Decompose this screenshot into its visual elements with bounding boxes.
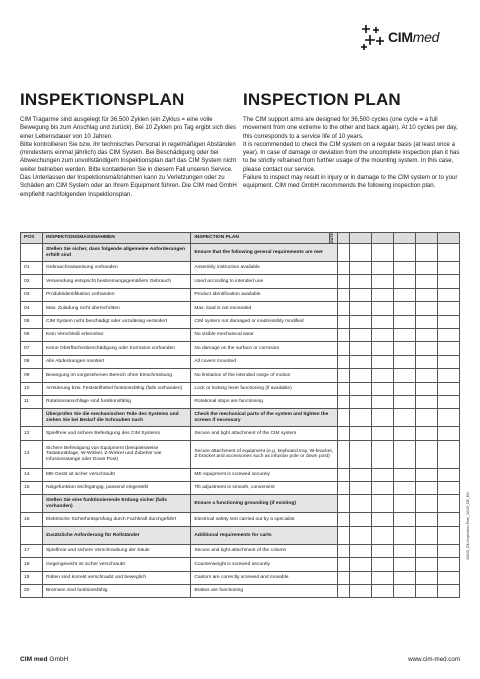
table-row: [21, 369, 460, 382]
inspection-check-cell[interactable]: [437, 440, 459, 468]
table-row: [21, 262, 460, 275]
inspection-check-cell: [371, 526, 393, 544]
inspection-check-cell[interactable]: [337, 302, 349, 315]
inspection-check-cell[interactable]: [437, 315, 459, 328]
inspection-check-cell[interactable]: [371, 275, 393, 288]
inspection-table-container: [20, 232, 460, 598]
inspection-check-cell[interactable]: [437, 482, 459, 495]
inspection-check-cell[interactable]: [337, 395, 349, 408]
inspection-check-cell[interactable]: [349, 440, 371, 468]
measure-english: Brakes are functioning: [191, 585, 337, 598]
inspection-check-cell[interactable]: [371, 315, 393, 328]
table-row: [21, 328, 460, 341]
inspection-check-cell[interactable]: [337, 369, 349, 382]
inspection-check-cell[interactable]: [337, 427, 349, 440]
inspection-check-cell[interactable]: [349, 482, 371, 495]
inspection-check-cell: [349, 495, 371, 513]
measure-german: Bremsen sind funktionsfähig: [43, 585, 191, 598]
header-pos: POS: [21, 233, 43, 244]
measure-german: Arretierung bzw. Feststellhebel funktionsfähig (falls vorhanden): [43, 382, 191, 395]
inspection-check-cell[interactable]: [415, 571, 437, 584]
inspection-check-cell[interactable]: [371, 395, 393, 408]
section-header-row: [21, 526, 460, 544]
table-row: [21, 288, 460, 301]
inspection-check-cell: [415, 495, 437, 513]
measure-english: All covers mounted: [191, 355, 337, 368]
inspection-check-cell[interactable]: [349, 513, 371, 526]
measure-english: Assembly instruction available: [191, 262, 337, 275]
section-pos-cell: [21, 244, 43, 262]
table-row: [21, 440, 460, 468]
inspection-check-cell[interactable]: [393, 544, 415, 557]
measure-english: CIM system not damaged or inadmissibly modified: [191, 315, 337, 328]
inspection-check-cell: [393, 495, 415, 513]
inspection-check-cell[interactable]: [393, 571, 415, 584]
table-row: [21, 355, 460, 368]
inspection-check-cell[interactable]: [337, 355, 349, 368]
inspection-check-cell[interactable]: [349, 369, 371, 382]
inspection-check-cell[interactable]: [415, 262, 437, 275]
inspection-check-cell[interactable]: [371, 302, 393, 315]
cross-pattern-icon: [360, 22, 386, 52]
section-title-german: Zusätzliche Anforderung für Rollständer: [43, 526, 191, 544]
row-position: 01: [21, 262, 43, 275]
inspection-check-cell[interactable]: [349, 382, 371, 395]
measure-english: Used according to intended use: [191, 275, 337, 288]
inspection-check-cell[interactable]: [337, 382, 349, 395]
measure-english: Max. load is not exceeded: [191, 302, 337, 315]
row-position: 08: [21, 355, 43, 368]
row-position: 06: [21, 328, 43, 341]
section-header-row: [21, 495, 460, 513]
inspection-check-cell[interactable]: [349, 342, 371, 355]
logo-suffix: med: [412, 29, 440, 45]
inspection-check-cell[interactable]: [393, 302, 415, 315]
inspection-check-cell[interactable]: [337, 342, 349, 355]
inspection-check-cell[interactable]: [371, 382, 393, 395]
measure-german: ME-Gerät ist sicher verschraubt: [43, 468, 191, 481]
inspection-check-cell[interactable]: [415, 302, 437, 315]
check-column-header: [371, 233, 393, 244]
inspection-check-cell: [371, 244, 393, 262]
inspection-check-cell[interactable]: [393, 355, 415, 368]
english-title: INSPECTION PLAN: [243, 90, 401, 109]
inspection-check-cell[interactable]: [437, 558, 459, 571]
inspection-check-cell[interactable]: [437, 513, 459, 526]
inspection-check-cell[interactable]: [349, 355, 371, 368]
inspection-check-cell[interactable]: [337, 482, 349, 495]
measure-german: Alle Abdeckungen montiert: [43, 355, 191, 368]
table-row: [21, 275, 460, 288]
header-german: INSPEKTIONSMASSNAHMEN: [43, 233, 191, 244]
inspection-check-cell[interactable]: [415, 342, 437, 355]
german-title: INSPEKTIONSPLAN: [20, 90, 185, 109]
table-row: [21, 513, 460, 526]
inspection-check-cell[interactable]: [393, 328, 415, 341]
inspection-check-cell: [349, 244, 371, 262]
section-pos-cell: [21, 495, 43, 513]
row-position: 16: [21, 513, 43, 526]
company-logo: [360, 22, 460, 58]
section-title-german: Stellen Sie eine funktionierende Erdung sicher (falls vorhanden): [43, 495, 191, 513]
inspection-check-cell[interactable]: [437, 342, 459, 355]
inspection-check-cell[interactable]: [337, 558, 349, 571]
footer-website: www.cim-med.com: [408, 656, 460, 663]
inspection-check-cell[interactable]: [337, 571, 349, 584]
inspection-check-cell: [437, 409, 459, 427]
logo-brand: CIM: [388, 29, 413, 45]
row-position: 13: [21, 440, 43, 468]
german-intro: [20, 90, 238, 199]
measure-german: Rollen sind korrekt verschraubt und beweglich: [43, 571, 191, 584]
inspection-check-cell[interactable]: [437, 468, 459, 481]
inspection-check-cell[interactable]: [437, 571, 459, 584]
measure-german: Bewegung im vorgesehenen Bereich ohne Einschränkung: [43, 369, 191, 382]
inspection-check-cell[interactable]: [437, 288, 459, 301]
inspection-check-cell[interactable]: [393, 315, 415, 328]
measure-german: Gegengewicht ist sicher verschraubt: [43, 558, 191, 571]
measure-english: Counterweight is screwed securely: [191, 558, 337, 571]
measure-german: Keine Oberflächenbeschädigung oder Korrosion vorhanden: [43, 342, 191, 355]
german-paragraph-2: Bitte kontrollieren Sie bzw. Ihr technisches Personal in regelmäßigen Abständen (mindestens einmal jährlich) das CIM System. Bei Beschädigung oder bei Abweichungen zum unvollständigem Inspektionsplan darf das CIM System nicht weiter betrieben werden. Bitte kontaktieren Sie in diesem Fall unseren Service.: [20, 140, 237, 173]
inspection-check-cell[interactable]: [337, 585, 349, 598]
table-row: [21, 585, 460, 598]
inspection-check-cell: [349, 409, 371, 427]
inspection-check-cell: [337, 244, 349, 262]
inspection-check-cell[interactable]: [371, 262, 393, 275]
footer-brand: CIM med: [20, 656, 48, 663]
check-column-header: [393, 233, 415, 244]
inspection-check-cell[interactable]: [371, 513, 393, 526]
row-position: 12: [21, 427, 43, 440]
footer-suffix: GmbH: [49, 656, 69, 663]
inspection-check-cell: [437, 244, 459, 262]
inspection-check-cell[interactable]: [415, 315, 437, 328]
inspection-check-cell[interactable]: [337, 262, 349, 275]
inspection-check-cell[interactable]: [393, 275, 415, 288]
inspection-check-cell[interactable]: [393, 288, 415, 301]
inspection-check-cell[interactable]: [437, 427, 459, 440]
inspection-check-cell: [337, 526, 349, 544]
inspection-check-cell: [371, 409, 393, 427]
inspection-check-cell[interactable]: [415, 440, 437, 468]
measure-german: Elektrische Sicherheitsprüfung durch Fachkraft durchgeführt: [43, 513, 191, 526]
inspection-check-cell[interactable]: [337, 315, 349, 328]
table-row: [21, 468, 460, 481]
measure-german: Produktidentifikation vorhanden: [43, 288, 191, 301]
section-header-row: [21, 244, 460, 262]
row-position: 05: [21, 315, 43, 328]
table-row: [21, 558, 460, 571]
inspection-check-cell[interactable]: [349, 328, 371, 341]
inspection-check-cell[interactable]: [393, 369, 415, 382]
check-column-header: [415, 233, 437, 244]
section-header-row: [21, 409, 460, 427]
section-title-english: Additional requirements for carts: [191, 526, 337, 544]
inspection-check-cell[interactable]: [415, 585, 437, 598]
measure-english: Electrical safety test carried out by a specialist: [191, 513, 337, 526]
inspection-check-cell[interactable]: [415, 382, 437, 395]
table-row: [21, 571, 460, 584]
row-position: 20: [21, 585, 43, 598]
inspection-check-cell[interactable]: [371, 369, 393, 382]
inspection-check-cell[interactable]: [371, 328, 393, 341]
measure-english: Rotational stops are functioning: [191, 395, 337, 408]
section-title-german: Stellen Sie sicher, dass folgende allgemeine Anforderungen erfüllt sind: [43, 244, 191, 262]
header-english: INSPECTION PLAN: [191, 233, 329, 244]
inspection-check-cell[interactable]: [337, 288, 349, 301]
inspection-check-cell[interactable]: [371, 544, 393, 557]
measure-german: Kein Verschleiß erkennbar: [43, 328, 191, 341]
inspection-check-cell[interactable]: [393, 342, 415, 355]
measure-english: No limitation of the intended range of motion: [191, 369, 337, 382]
section-title-english: Ensure a functioning grounding (if existing): [191, 495, 337, 513]
inspection-check-cell[interactable]: [393, 262, 415, 275]
row-position: 19: [21, 571, 43, 584]
row-position: 07: [21, 342, 43, 355]
inspection-check-cell[interactable]: [371, 585, 393, 598]
inspection-check-cell[interactable]: [437, 544, 459, 557]
row-position: 14: [21, 468, 43, 481]
check-column-header: [337, 233, 349, 244]
row-position: 18: [21, 558, 43, 571]
document-code: 10045_DE-Inspektion-Plan_10/15_DE_EN: [466, 492, 470, 560]
inspection-check-cell[interactable]: [437, 395, 459, 408]
inspection-check-cell: [415, 409, 437, 427]
inspection-check-cell[interactable]: [415, 275, 437, 288]
measure-german: Sichere Befestigung von Equipment (beispielsweise Tastaturablage, W-Winkel, Z-Winkel und Zubehör wie Infusionsstange oder Down Post): [43, 440, 191, 468]
inspection-table: [20, 232, 460, 598]
german-paragraph-3: Das Unterlassen der Inspektionsmaßnahmen kann zu Verletzungen oder zu Schäden am CIM System oder an Ihrem Equipment führen. Die CIM med GmbH empfiehlt nachfolgenden Inspektionsplan.: [20, 174, 237, 198]
inspection-check-cell[interactable]: [349, 275, 371, 288]
measure-german: Spielfreie und sichere Befestigung des CIM Systems: [43, 427, 191, 440]
inspection-check-cell: [337, 409, 349, 427]
inspection-check-cell[interactable]: [415, 355, 437, 368]
inspection-check-cell[interactable]: [415, 288, 437, 301]
inspection-check-cell[interactable]: [349, 468, 371, 481]
row-position: 09: [21, 369, 43, 382]
english-intro: [243, 90, 461, 191]
row-position: 15: [21, 482, 43, 495]
inspection-check-cell[interactable]: [349, 288, 371, 301]
table-row: [21, 544, 460, 557]
measure-english: Tilt adjustment is smooth, convenient: [191, 482, 337, 495]
footer-company: [20, 656, 68, 663]
measure-german: Spielfreie und sichere Verschraubung der Säule: [43, 544, 191, 557]
inspection-check-cell[interactable]: [349, 544, 371, 557]
inspection-check-cell: [393, 409, 415, 427]
row-position: 02: [21, 275, 43, 288]
inspection-check-cell[interactable]: [437, 275, 459, 288]
logo-wordmark: [388, 29, 439, 45]
row-position: 11: [21, 395, 43, 408]
inspection-check-cell[interactable]: [393, 440, 415, 468]
inspection-check-cell[interactable]: [393, 585, 415, 598]
inspection-check-cell[interactable]: [437, 382, 459, 395]
english-paragraph-1: The CIM support arms are designed for 36,500 cycles (one cycle = a full movement from one extreme to the other and back again). At 10 cycles per day, this corresponds to a service life of 10 years.: [243, 116, 458, 140]
english-paragraph-3: Failure to inspect may result in injury or in damage to the CIM system or to your equipment. CIM med GmbH recommends the following inspection plan.: [243, 174, 458, 190]
inspection-check-cell[interactable]: [393, 468, 415, 481]
section-title-german: Überprüfen Sie die mechanischen Teile des Systems und ziehen Sie bei Bedarf die Schrauben nach: [43, 409, 191, 427]
table-row: [21, 342, 460, 355]
inspection-check-cell[interactable]: [349, 427, 371, 440]
english-paragraph-2: It is recommended to check the CIM system on a regular basis (at least once a year). In case of damage or deviation from the uncomplete inspection plan it has to be strictly refrained from further usage of the mounting system. In this case, please contact our service.: [243, 140, 460, 173]
inspection-check-cell[interactable]: [337, 275, 349, 288]
table-row: [21, 315, 460, 328]
row-position: 17: [21, 544, 43, 557]
inspection-check-cell[interactable]: [337, 544, 349, 557]
inspection-check-cell[interactable]: [393, 513, 415, 526]
measure-english: Castors are correctly screwed and movable: [191, 571, 337, 584]
inspection-check-cell[interactable]: [371, 558, 393, 571]
inspection-check-cell[interactable]: [437, 262, 459, 275]
inspection-check-cell[interactable]: [337, 468, 349, 481]
inspection-check-cell[interactable]: [415, 468, 437, 481]
inspection-check-cell[interactable]: [393, 482, 415, 495]
inspection-check-cell[interactable]: [415, 328, 437, 341]
check-column-header: [349, 233, 371, 244]
table-row: [21, 395, 460, 408]
inspection-check-cell[interactable]: [437, 328, 459, 341]
inspection-check-cell[interactable]: [371, 571, 393, 584]
inspection-check-cell[interactable]: [437, 369, 459, 382]
measure-german: Neigefunktion leichtgängig, passend eingestellt: [43, 482, 191, 495]
inspection-check-cell[interactable]: [371, 468, 393, 481]
german-paragraph-1: CIM Tragarme sind ausgelegt für 36.500 Zyklen (ein Zyklus = eine volle Bewegung bis zum Anschlag und zurück). Bei 10 Zyklen pro Tag ergibt sich dies einer Lebensdauer von 10 Jahren.: [20, 116, 236, 140]
inspection-check-cell[interactable]: [437, 302, 459, 315]
inspection-check-cell: [337, 495, 349, 513]
inspection-check-cell[interactable]: [371, 355, 393, 368]
inspection-check-cell[interactable]: [393, 427, 415, 440]
inspection-check-cell[interactable]: [437, 355, 459, 368]
table-body: [21, 244, 460, 598]
inspection-check-cell[interactable]: [371, 482, 393, 495]
table-row: [21, 382, 460, 395]
inspection-check-cell[interactable]: [337, 513, 349, 526]
inspection-check-cell[interactable]: [393, 395, 415, 408]
inspection-check-cell: [415, 526, 437, 544]
table-row: [21, 427, 460, 440]
row-position: 04: [21, 302, 43, 315]
inspection-check-cell[interactable]: [415, 513, 437, 526]
row-position: 10: [21, 382, 43, 395]
inspection-check-cell[interactable]: [337, 440, 349, 468]
table-row: [21, 302, 460, 315]
inspection-check-cell[interactable]: [393, 382, 415, 395]
inspection-check-cell[interactable]: [371, 288, 393, 301]
measure-german: Max. Zuladung nicht überschritten: [43, 302, 191, 315]
measure-german: Gebrauchsanweisung vorhanden: [43, 262, 191, 275]
row-position: 03: [21, 288, 43, 301]
inspection-check-cell[interactable]: [415, 544, 437, 557]
measure-english: Secure and tight attachment of the column: [191, 544, 337, 557]
inspection-check-cell: [415, 244, 437, 262]
section-title-english: Check the mechanical parts of the system and tighten the screws if necessary: [191, 409, 337, 427]
inspection-check-cell[interactable]: [371, 427, 393, 440]
measure-english: Secure and tight attachment of the CIM system: [191, 427, 337, 440]
table-row: [21, 482, 460, 495]
inspection-check-cell[interactable]: [415, 558, 437, 571]
measure-english: Product identification available: [191, 288, 337, 301]
inspection-check-cell[interactable]: [437, 585, 459, 598]
inspection-check-cell: [437, 495, 459, 513]
measure-german: CIM System nicht beschädigt oder unzulässig verändert: [43, 315, 191, 328]
header-date-label: DATE: [330, 232, 335, 244]
measure-english: Secure attachment of equipment (e.g. keyboard tray, W-bracket, Z-bracket and accessories such as infusion pole or down post): [191, 440, 337, 468]
measure-german: Verwendung entspricht bestimmungsgemäßem Gebrauch: [43, 275, 191, 288]
inspection-check-cell[interactable]: [349, 302, 371, 315]
check-column-header: [437, 233, 459, 244]
inspection-check-cell[interactable]: [415, 427, 437, 440]
inspection-check-cell[interactable]: [349, 315, 371, 328]
inspection-check-cell: [349, 526, 371, 544]
measure-german: Rotationsanschläge sind funktionsfähig: [43, 395, 191, 408]
table-header-row: [21, 233, 460, 244]
inspection-check-cell[interactable]: [415, 395, 437, 408]
inspection-check-cell[interactable]: [349, 262, 371, 275]
measure-english: No visible mechanical wear: [191, 328, 337, 341]
inspection-check-cell[interactable]: [349, 585, 371, 598]
inspection-check-cell: [371, 495, 393, 513]
section-pos-cell: [21, 409, 43, 427]
inspection-check-cell: [393, 244, 415, 262]
inspection-check-cell[interactable]: [371, 440, 393, 468]
inspection-check-cell: [393, 526, 415, 544]
section-pos-cell: [21, 526, 43, 544]
inspection-check-cell[interactable]: [349, 571, 371, 584]
measure-english: Lock or locking lever functioning (if available): [191, 382, 337, 395]
inspection-check-cell: [437, 526, 459, 544]
inspection-check-cell[interactable]: [349, 558, 371, 571]
measure-english: No damage on the surface or corrosion: [191, 342, 337, 355]
section-title-english: Ensure that the following general requirements are met: [191, 244, 337, 262]
inspection-check-cell[interactable]: [415, 369, 437, 382]
inspection-check-cell[interactable]: [337, 328, 349, 341]
header-date: [329, 233, 337, 244]
inspection-check-cell[interactable]: [371, 342, 393, 355]
inspection-check-cell[interactable]: [349, 395, 371, 408]
measure-english: ME equipment is screwed securely: [191, 468, 337, 481]
inspection-check-cell[interactable]: [393, 558, 415, 571]
inspection-check-cell[interactable]: [415, 482, 437, 495]
